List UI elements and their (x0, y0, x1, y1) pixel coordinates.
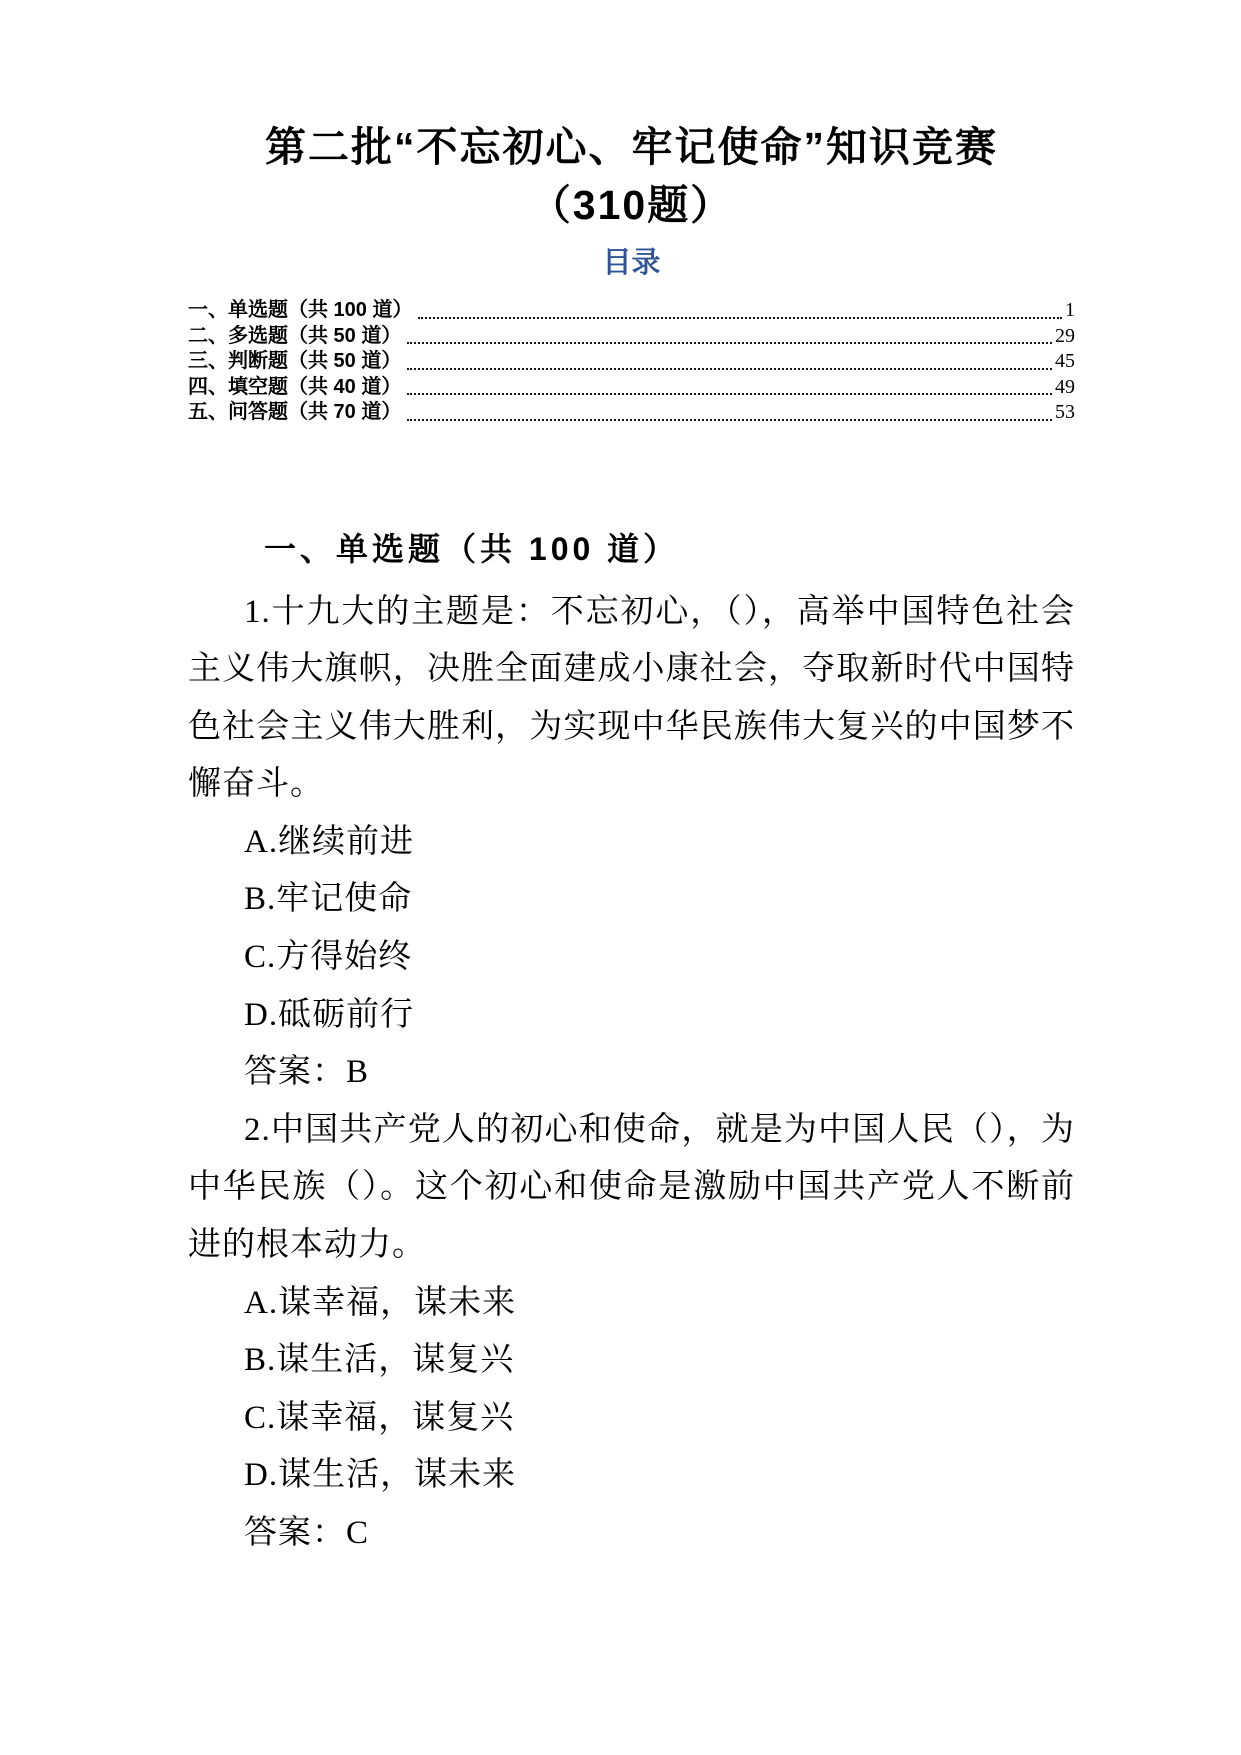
toc-item-fill-blank[interactable] (188, 375, 1075, 401)
toc-list (188, 298, 1075, 426)
toc-item-multi-choice[interactable] (188, 324, 1075, 350)
question-option-c: C.谋幸福，谋复兴 (244, 1399, 515, 1436)
question-2 (188, 1102, 1075, 1563)
toc-item-true-false[interactable] (188, 349, 1075, 375)
question-stem: 2.中国共产党人的初心和使命，就是为中国人民（），为中华民族（）。这个初心和使命是激励中国共产党人不断前进的根本动力。 (188, 1111, 1075, 1264)
toc-item-label: 二、多选题（共 50 道） (188, 324, 402, 347)
toc-dot-leader (407, 419, 1052, 421)
section-heading-single-choice: 一、单选题（共 100 道） (264, 530, 680, 567)
toc-item-page: 49 (1055, 375, 1075, 398)
question-option-d: D.谋生活，谋未来 (244, 1457, 517, 1494)
question-answer: 答案：C (244, 1515, 370, 1551)
document-title-line2: （310题） (529, 182, 734, 228)
document-title (188, 118, 1075, 234)
toc-item-page: 53 (1055, 401, 1075, 423)
toc-item-page: 45 (1055, 350, 1075, 372)
toc-item-qa[interactable] (188, 400, 1075, 426)
question-option-c: C.方得始终 (244, 939, 413, 976)
question-1 (188, 584, 1075, 1102)
toc-item-page: 29 (1055, 324, 1075, 347)
question-option-a: A.谋幸福，谋未来 (244, 1284, 517, 1321)
toc-dot-leader (418, 317, 1062, 319)
question-stem: 1.十九大的主题是：不忘初心，（），高举中国特色社会主义伟大旗帜，决胜全面建成小康社会，夺取新时代中国特色社会主义伟大胜利，为实现中华民族伟大复兴的中国梦不懈奋斗。 (188, 593, 1075, 803)
toc-item-label: 四、填空题（共 40 道） (188, 375, 402, 398)
toc-item-label: 五、问答题（共 70 道） (188, 401, 402, 423)
question-option-b: B.牢记使命 (244, 881, 413, 918)
toc-dot-leader (407, 342, 1052, 344)
toc-heading: 目录 (602, 247, 661, 279)
question-option-d: D.砥砺前行 (244, 996, 415, 1033)
toc-dot-leader (407, 368, 1052, 370)
document-title-line1: 第二批“不忘初心、牢记使命”知识竞赛 (265, 124, 998, 170)
toc-item-single-choice[interactable] (188, 298, 1075, 324)
toc-dot-leader (407, 393, 1052, 395)
toc-item-page: 1 (1065, 299, 1075, 321)
question-option-b: B.谋生活，谋复兴 (244, 1342, 515, 1379)
question-body (188, 584, 1075, 1563)
toc-item-label: 三、判断题（共 50 道） (188, 350, 402, 372)
question-answer: 答案：B (244, 1054, 370, 1091)
question-option-a: A.继续前进 (244, 823, 415, 860)
toc-item-label: 一、单选题（共 100 道） (188, 299, 413, 321)
